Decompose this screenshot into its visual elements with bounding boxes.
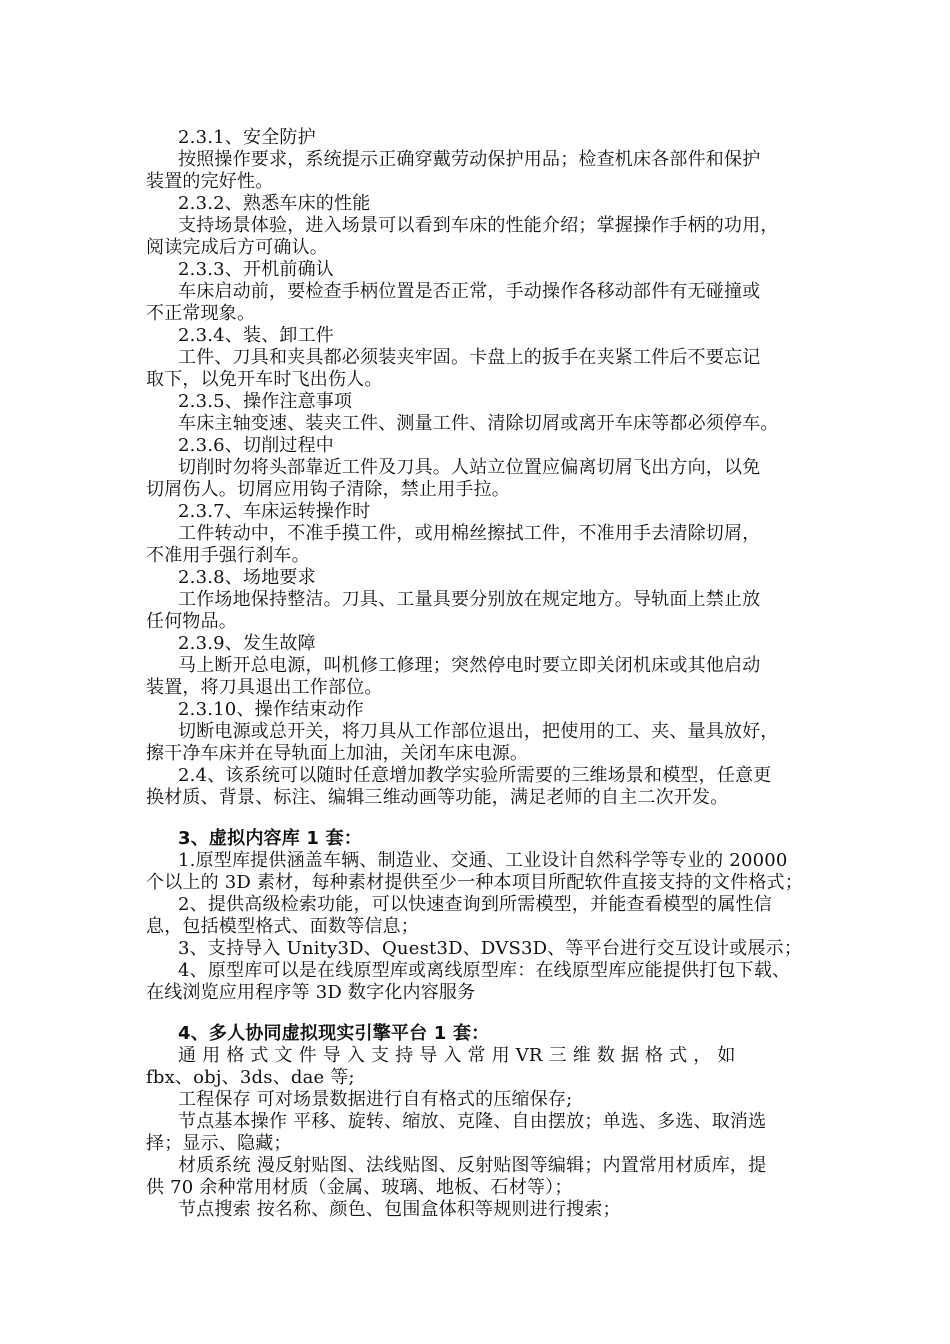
paragraph-line: fbx、obj、3ds、dae 等;	[146, 1067, 355, 1088]
paragraph-line: 装置，将刀具退出工作部位。	[146, 677, 383, 698]
paragraph-line: 1.原型库提供涵盖车辆、制造业、交通、工业设计自然科学等专业的 20000	[178, 850, 788, 871]
heading-2-3-5: 2.3.5、操作注意事项	[178, 391, 353, 412]
paragraph-line: 节点基本操作 平移、旋转、缩放、克隆、自由摆放；单选、多选、取消选	[178, 1111, 767, 1132]
section-heading-3: 3、虚拟内容库 1 套：	[178, 828, 362, 849]
paragraph-line: 择；显示、隐藏；	[146, 1133, 292, 1154]
paragraph-line: 不准用手强行刹车。	[146, 545, 310, 566]
paragraph-line: 马上断开总电源，叫机修工修理；突然停电时要立即关闭机床或其他启动	[178, 655, 761, 676]
paragraph-line: 工作场地保持整洁。刀具、工量具要分别放在规定地方。导轨面上禁止放	[178, 589, 761, 610]
paragraph-line: 取下，以免开车时飞出伤人。	[146, 369, 383, 390]
paragraph-line: 通 用 格 式 文 件 导 入 支 持 导 入 常 用 VR 三 维 数 据 格 式 ， 如	[178, 1045, 736, 1066]
paragraph-line: 车床启动前，要检查手柄位置是否正常，手动操作各移动部件有无碰撞或	[178, 281, 761, 302]
paragraph-line: 切削时勿将头部靠近工件及刀具。人站立位置应偏离切屑飞出方向，以免	[178, 457, 761, 478]
paragraph-line: 在线浏览应用程序等 3D 数字化内容服务	[146, 982, 476, 1003]
heading-2-3-7: 2.3.7、车床运转操作时	[178, 501, 371, 522]
paragraph-line: 擦干净车床并在导轨面上加油，关闭车床电源。	[146, 743, 529, 764]
section-heading-4: 4、多人协同虚拟现实引擎平台 1 套：	[178, 1023, 490, 1044]
paragraph-line: 切断电源或总开关，将刀具从工作部位退出，把使用的工、夹、量具放好，	[178, 721, 779, 742]
paragraph-line: 工件转动中，不准手摸工件，或用棉丝擦拭工件，不准用手去清除切屑，	[178, 523, 761, 544]
heading-2-3-1: 2.3.1、安全防护	[178, 127, 316, 148]
paragraph-line: 切屑伤人。切屑应用钩子清除，禁止用手拉。	[146, 479, 510, 500]
paragraph-line: 阅读完成后方可确认。	[146, 237, 328, 258]
paragraph-line: 支持场景体验，进入场景可以看到车床的性能介绍；掌握操作手柄的功用，	[178, 215, 779, 236]
paragraph-line: 换材质、背景、标注、编辑三维动画等功能，满足老师的自主二次开发。	[146, 787, 729, 808]
heading-2-3-8: 2.3.8、场地要求	[178, 567, 316, 588]
paragraph-line: 2、提供高级检索功能，可以快速查询到所需模型，并能查看模型的属性信	[178, 894, 773, 915]
heading-2-3-2: 2.3.2、熟悉车床的性能	[178, 193, 371, 214]
heading-2-3-3: 2.3.3、开机前确认	[178, 259, 334, 280]
paragraph-line: 供 70 余种常用材质（金属、玻璃、地板、石材等）；	[146, 1177, 573, 1198]
paragraph-line: 不正常现象。	[146, 303, 256, 324]
paragraph-line: 4、原型库可以是在线原型库或离线原型库：在线原型库应能提供打包下载、	[178, 960, 791, 981]
heading-2-3-4: 2.3.4、装、卸工件	[178, 325, 334, 346]
paragraph-line: 材质系统 漫反射贴图、法线贴图、反射贴图等编辑；内置常用材质库，提	[178, 1155, 767, 1176]
paragraph-line: 任何物品。	[146, 611, 237, 632]
paragraph-line: 2.4、该系统可以随时任意增加教学实验所需要的三维场景和模型，任意更	[178, 765, 772, 786]
heading-2-3-6: 2.3.6、切削过程中	[178, 435, 334, 456]
paragraph-line: 按照操作要求，系统提示正确穿戴劳动保护用品；检查机床各部件和保护	[178, 149, 761, 170]
paragraph-line: 装置的完好性。	[146, 171, 274, 192]
heading-2-3-9: 2.3.9、发生故障	[178, 633, 316, 654]
paragraph-line: 工程保存 可对场景数据进行自有格式的压缩保存;	[178, 1089, 573, 1110]
paragraph-line: 3、支持导入 Unity3D、Quest3D、DVS3D、等平台进行交互设计或展示；	[178, 938, 803, 959]
paragraph-line: 工件、刀具和夹具都必须装夹牢固。卡盘上的扳手在夹紧工件后不要忘记	[178, 347, 761, 368]
paragraph-line: 车床主轴变速、装夹工件、测量工件、清除切屑或离开车床等都必须停车。	[178, 413, 779, 434]
paragraph-line: 节点搜索 按名称、颜色、包围盒体积等规则进行搜索；	[178, 1199, 621, 1220]
paragraph-line: 个以上的 3D 素材，每种素材提供至少一种本项目所配软件直接支持的文件格式；	[146, 872, 803, 893]
heading-2-3-10: 2.3.10、操作结束动作	[178, 699, 364, 720]
paragraph-line: 息，包括模型格式、面数等信息；	[146, 916, 419, 937]
